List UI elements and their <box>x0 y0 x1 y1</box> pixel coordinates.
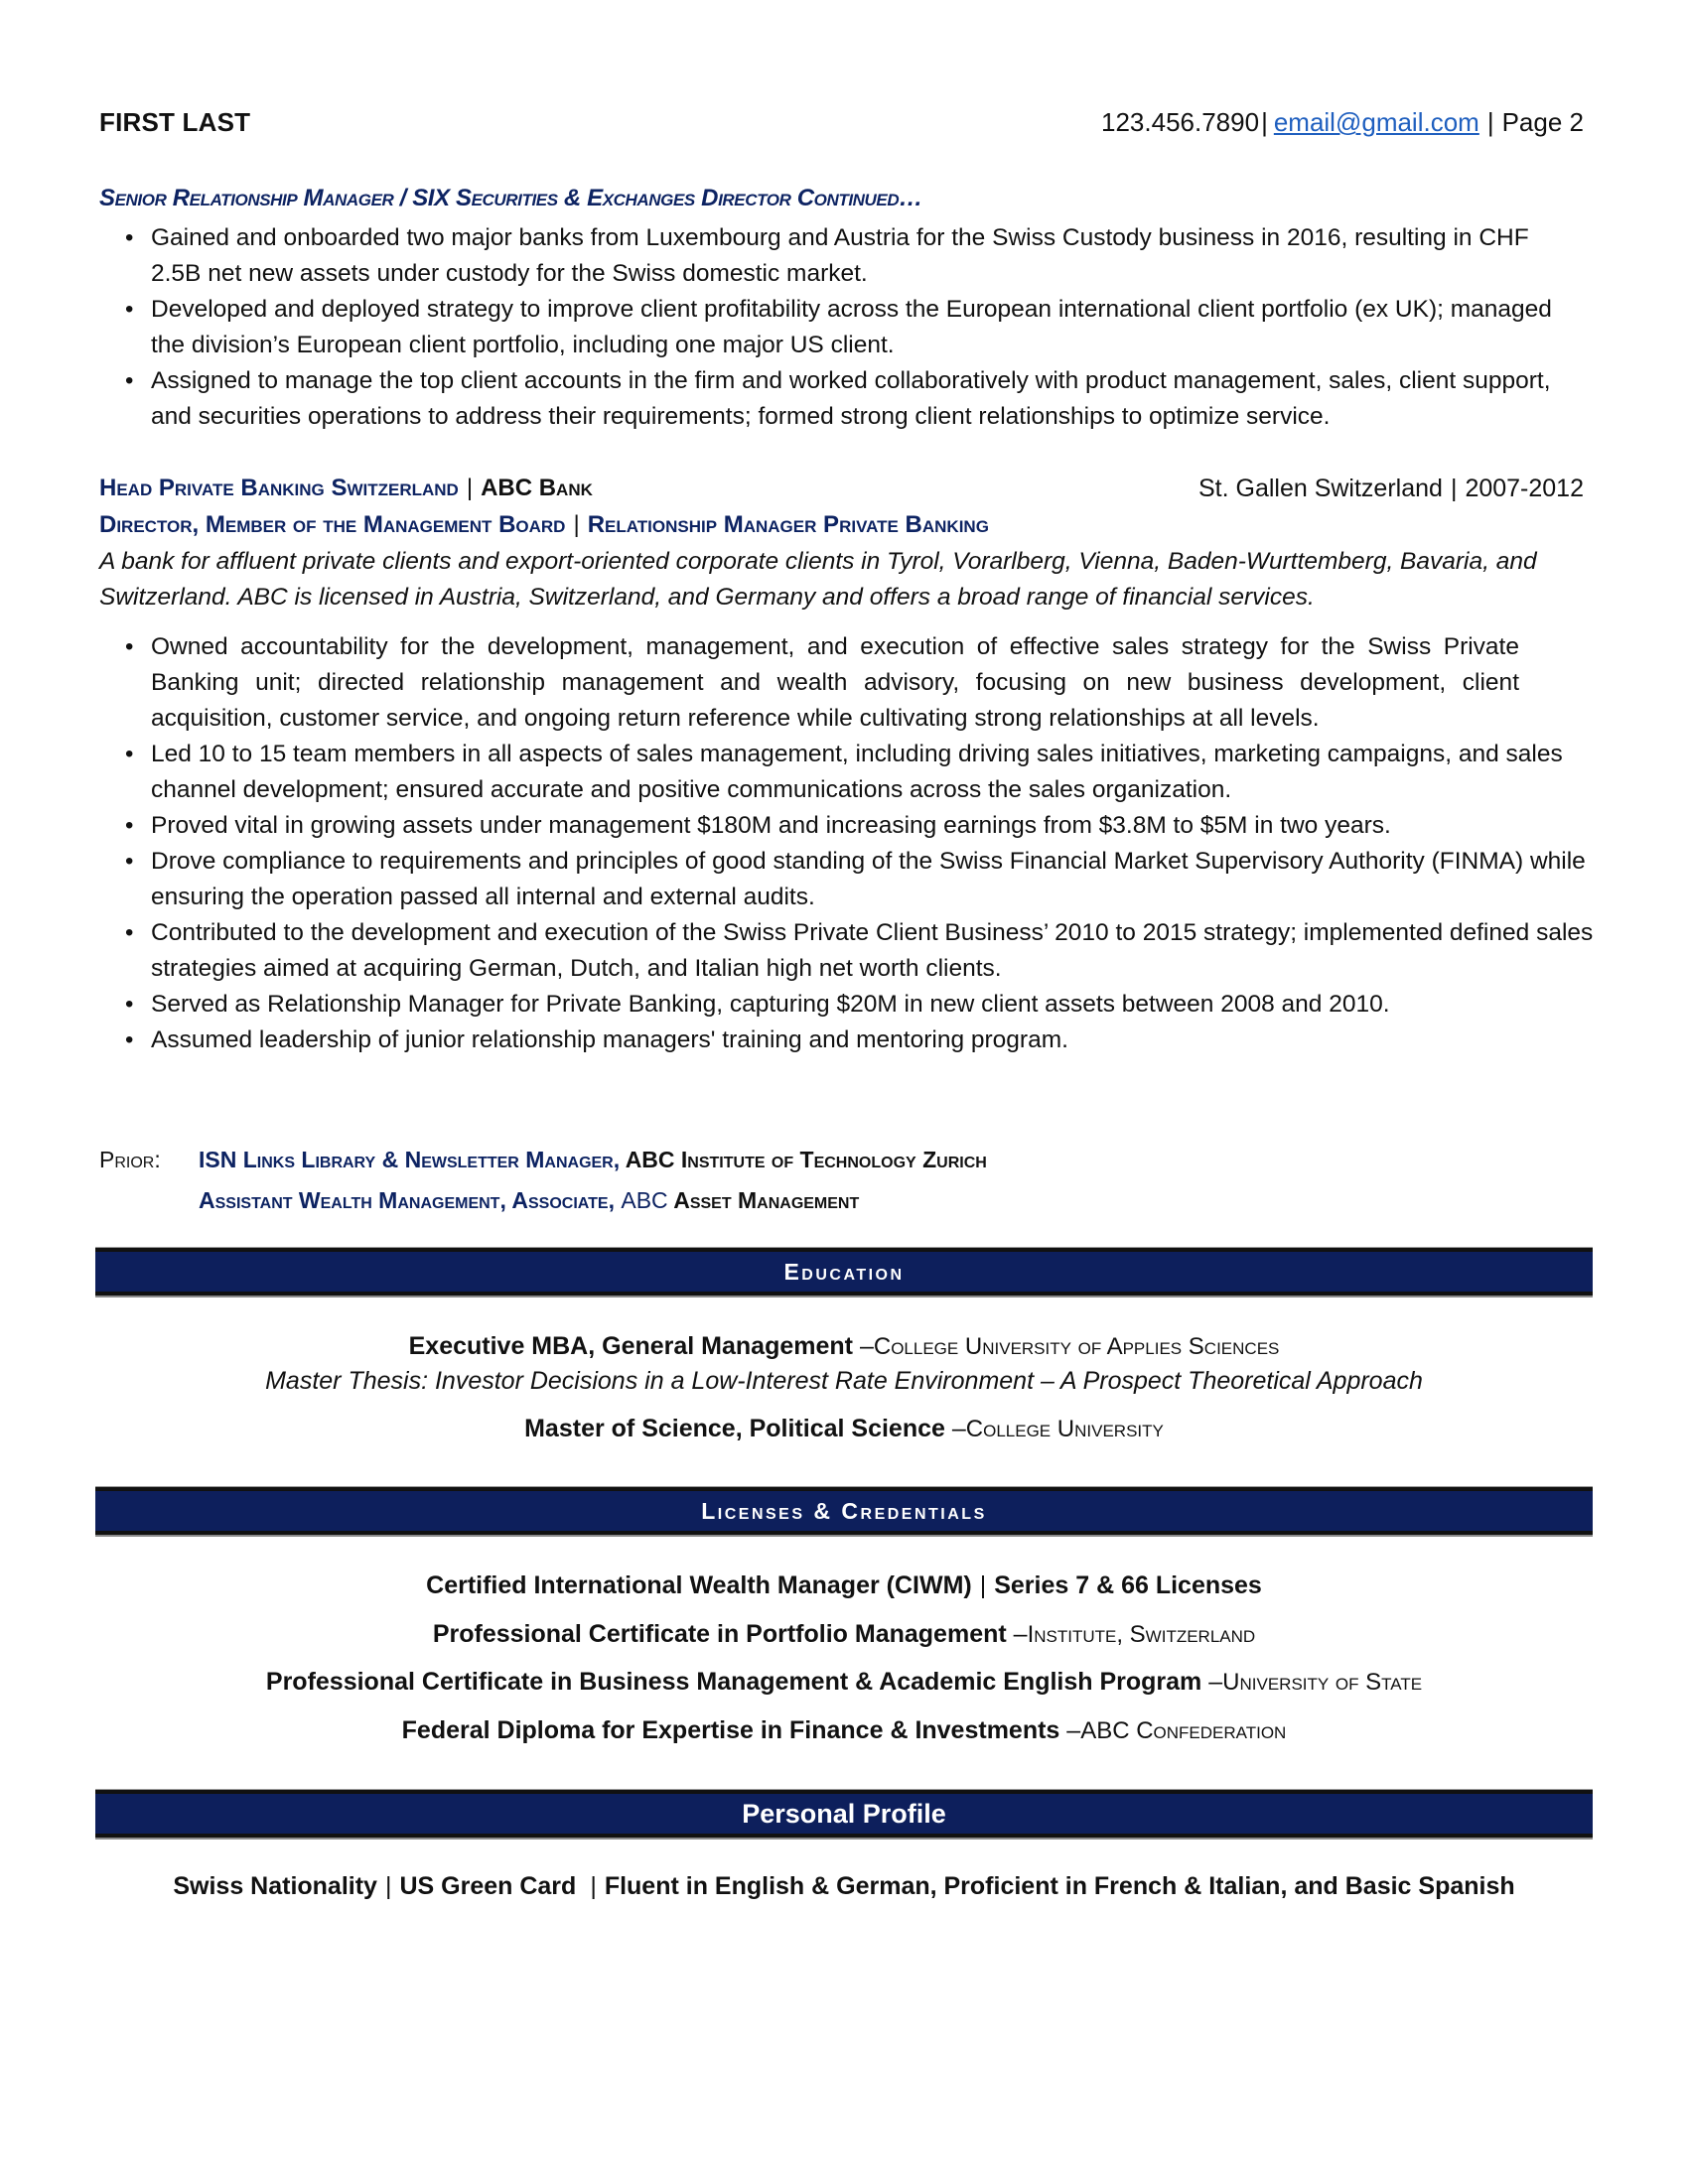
degree: Master of Science, Political Science <box>524 1415 945 1442</box>
profile-item: US Green Card <box>399 1872 577 1900</box>
candidate-name: FIRST LAST <box>99 107 251 137</box>
separator: | <box>384 1872 392 1900</box>
bullet-item: • Served as Relationship Manager for Private Banking, capturing $20M in new client assets between 2008 and 2010. <box>99 987 1620 1023</box>
licenses-banner: Licenses & Credentials <box>95 1487 1593 1535</box>
dash: – <box>859 1332 874 1360</box>
dash: – <box>1013 1620 1028 1648</box>
profile-item: Swiss Nationality <box>173 1872 377 1900</box>
dash: – <box>951 1415 966 1442</box>
email-link[interactable]: email@gmail.com <box>1273 107 1479 137</box>
institution: College University of Applies Sciences <box>873 1333 1280 1360</box>
job-subtitle-2: Relationship Manager Private Banking <box>587 511 989 538</box>
continued-bullet-list <box>99 220 1569 435</box>
separator: | <box>573 511 580 538</box>
license-entry <box>95 1716 1593 1745</box>
thesis-line: Master Thesis: Investor Decisions in a Low-Interest Rate Environment – A Prospect Theoretical Approach <box>265 1367 1423 1395</box>
prior-role-org-prefix: ABC <box>625 1147 675 1172</box>
bullet-item: • Proved vital in growing assets under management $180M and increasing earnings from $3.8M to $5M in two years. <box>99 808 1620 844</box>
dash: – <box>1208 1668 1223 1696</box>
prior-label: Prior: <box>99 1147 161 1172</box>
degree: Executive MBA, General Management <box>408 1332 853 1360</box>
job-location-dates <box>1198 475 1584 503</box>
education-entry <box>95 1415 1593 1443</box>
license-name: Professional Certificate in Portfolio Management <box>432 1620 1007 1648</box>
page-header <box>99 107 1584 143</box>
job-subtitle-1: Director, Member of the Management Board <box>99 511 566 538</box>
prior-role-org: Institute of Technology Zurich <box>680 1147 987 1172</box>
separator: | <box>1261 107 1268 137</box>
bullet-item: • Drove compliance to requirements and principles of good standing of the Swiss Financial Market Supervisory Authority (FINMA) while ensuring the operation passed all internal and external audits. <box>99 844 1620 915</box>
personal-profile-banner: Personal Profile <box>95 1790 1593 1838</box>
license-name: Certified International Wealth Manager (CIWM) <box>426 1571 972 1599</box>
separator: | <box>1450 475 1458 502</box>
prior-role-lines <box>199 1140 987 1221</box>
job-title-line <box>99 475 593 502</box>
job-bullet-list <box>99 629 1594 1058</box>
separator: | <box>466 475 474 501</box>
education-entry <box>95 1332 1593 1361</box>
institution: College University <box>965 1416 1164 1442</box>
job-header <box>99 475 1584 508</box>
bullet-item: • Gained and onboarded two major banks from Luxembourg and Austria for the Swiss Custody business in 2016, resulting in CHF 2.5B net new assets under custody for the Swiss domestic market. <box>99 220 1569 292</box>
section-title-continued: Senior Relationship Manager / SIX Securities & Exchanges Director Continued… <box>99 185 922 211</box>
bullet-item: • Assumed leadership of junior relationship managers' training and mentoring program. <box>99 1023 1620 1058</box>
license-name: Federal Diploma for Expertise in Finance & Investments <box>401 1716 1060 1744</box>
job-location: St. Gallen Switzerland <box>1197 475 1443 502</box>
license-name: Professional Certificate in Business Management & Academic English Program <box>265 1668 1202 1696</box>
prior-role-title: Assistant Wealth Management, Associate, <box>199 1187 615 1213</box>
bullet-item: • Contributed to the development and execution of the Swiss Private Client Business’ 2010 to 2015 strategy; implemented defined sales strategies aimed at acquiring German, Dutch, and Italian high net worth clients. <box>99 915 1620 987</box>
prior-role-org-prefix: ABC <box>621 1187 668 1213</box>
personal-profile-line <box>95 1872 1593 1901</box>
separator: | <box>979 1571 987 1599</box>
bullet-item: • Developed and deployed strategy to improve client profitability across the European international client portfolio (ex UK); managed the division’s European client portfolio, including one major US client. <box>99 292 1569 363</box>
prior-role <box>199 1180 987 1221</box>
job-dates: 2007-2012 <box>1465 475 1584 502</box>
profile-item: Fluent in English & German, Proficient in French & Italian, and Basic Spanish <box>604 1872 1515 1900</box>
separator: | <box>1486 107 1494 137</box>
license-entry <box>95 1571 1593 1600</box>
prior-role-title: ISN Links Library & Newsletter Manager, <box>199 1147 621 1172</box>
prior-role <box>199 1140 987 1180</box>
institution: ABC Confederation <box>1080 1717 1287 1744</box>
page-number: Page 2 <box>1501 107 1584 137</box>
bullet-item: • Assigned to manage the top client accounts in the firm and worked collaboratively with product management, sales, client support, and securities operations to address their requirements; formed strong client relationships to optimize service. <box>99 363 1569 435</box>
license-entry <box>95 1668 1593 1697</box>
bullet-item: • Led 10 to 15 team members in all aspects of sales management, including driving sales initiatives, marketing campaigns, and sales channel development; ensured accurate and positive communications across the sales organization. <box>99 737 1620 808</box>
company-description: A bank for affluent private clients and export-oriented corporate clients in Tyrol, Vorarlberg, Vienna, Baden-Wurttemberg, Bavaria, and Switzerland. ABC is licensed in Austria, Switzerland, and Germany and offers a broad range of financial services. <box>99 548 1537 611</box>
contact-info <box>1101 107 1584 138</box>
separator: | <box>590 1872 597 1900</box>
company-name: ABC Bank <box>481 475 593 501</box>
institution: University of State <box>1222 1669 1423 1696</box>
institution: Institute, Switzerland <box>1027 1621 1256 1648</box>
education-banner: Education <box>95 1248 1593 1296</box>
dash: – <box>1066 1716 1081 1744</box>
prior-role-org: Asset Management <box>673 1187 860 1213</box>
license-name: Series 7 & 66 Licenses <box>994 1571 1262 1599</box>
job-title: Head Private Banking Switzerland <box>99 475 459 501</box>
bullet-item: • Owned accountability for the development, management, and execution of effective sales strategy for the Swiss Private Banking unit; directed relationship management and wealth advisory, focusing on new business development, client acquisition, customer service, and ongoing return reference while cultivating strong relationships at all levels. <box>99 629 1519 737</box>
license-entry <box>95 1620 1593 1649</box>
job-subtitle <box>99 511 989 539</box>
phone-number: 123.456.7890 <box>1101 107 1260 137</box>
